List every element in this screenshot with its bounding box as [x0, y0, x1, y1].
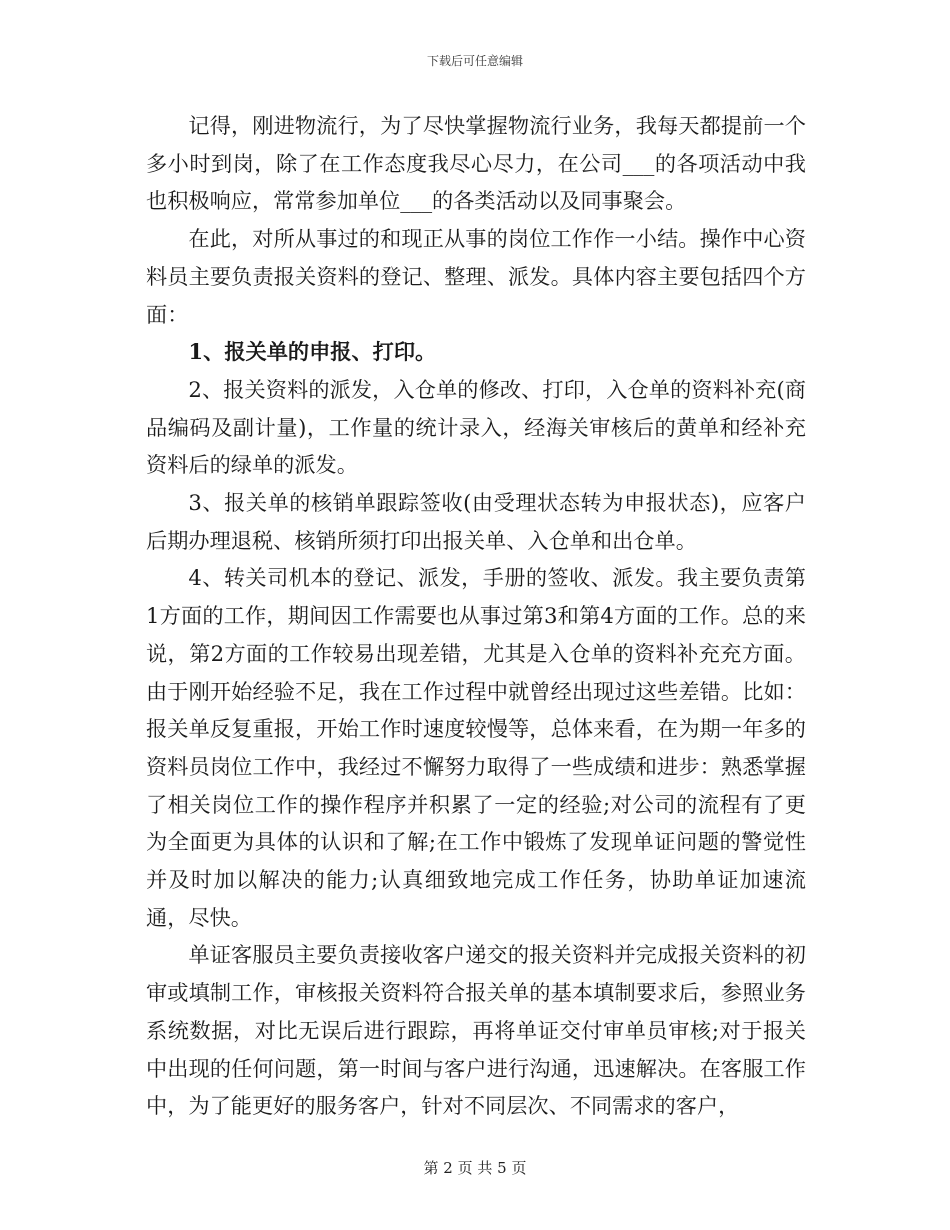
paragraph-1: 记得，刚进物流行，为了尽快掌握物流行业务，我每天都提前一个多小时到岗，除了在工作态度我尽心尽力，在公司___的各项活动中我也积极响应，常常参加单位___的各类活动以及同事聚会。	[146, 113, 806, 214]
paragraph-item-2: 2、报关资料的派发，入仓单的修改、打印，入仓单的资料补充(商品编码及副计量)，工作量的统计录入，经海关审核后的黄单和经补充资料后的绿单的派发。	[146, 376, 806, 478]
page-header: 下载后可任意编辑	[426, 54, 523, 68]
paragraph-item-4: 4、转关司机本的登记、派发，手册的签收、派发。我主要负责第1方面的工作，期间因工作需要也从事过第3和第4方面的工作。总的来说，第2方面的工作较易出现差错，尤其是入仓单的资料补充充方面。由于刚开始经验不足，我在工作过程中就曾经出现过这些差错。比如：报关单反复重报，开始工作时速度较慢等，总体来看，在为期一年多的资料员岗位工作中，我经过不懈努力取得了一些成绩和进步：熟悉掌握了相关岗位工作的操作程序并积累了一定的经验;对公司的流程有了更为全面更为具体的认识和了解;在工作中锻炼了发现单证问题的警觉性并及时加以解决的能力;认真细致地完成工作任务，协助单证加速流通，尽快。	[146, 565, 806, 930]
paragraph-2: 在此，对所从事过的和现正从事的岗位工作作一小结。操作中心资料员主要负责报关资料的登记、整理、派发。具体内容主要包括四个方面：	[146, 226, 806, 327]
paragraph-item-1: 1、报关单的申报、打印。	[188, 339, 437, 365]
document-body	[146, 107, 806, 1125]
paragraph-item-3: 3、报关单的核销单跟踪签收(由受理状态转为申报状态)，应客户后期办理退税、核销所须打印出报关单、入仓单和出仓单。	[146, 490, 806, 553]
page-footer: 第 2 页 共 5 页	[423, 1159, 527, 1177]
paragraph-customer-service: 单证客服员主要负责接收客户递交的报关资料并完成报关资料的初审或填制工作，审核报关资料符合报关单的基本填制要求后，参照业务系统数据，对比无误后进行跟踪，再将单证交付审单员审核;对于报关中出现的任何问题，第一时间与客户进行沟通，迅速解决。在客服工作中，为了能更好的服务客户，针对不同层次、不同需求的客户，	[146, 942, 806, 1119]
